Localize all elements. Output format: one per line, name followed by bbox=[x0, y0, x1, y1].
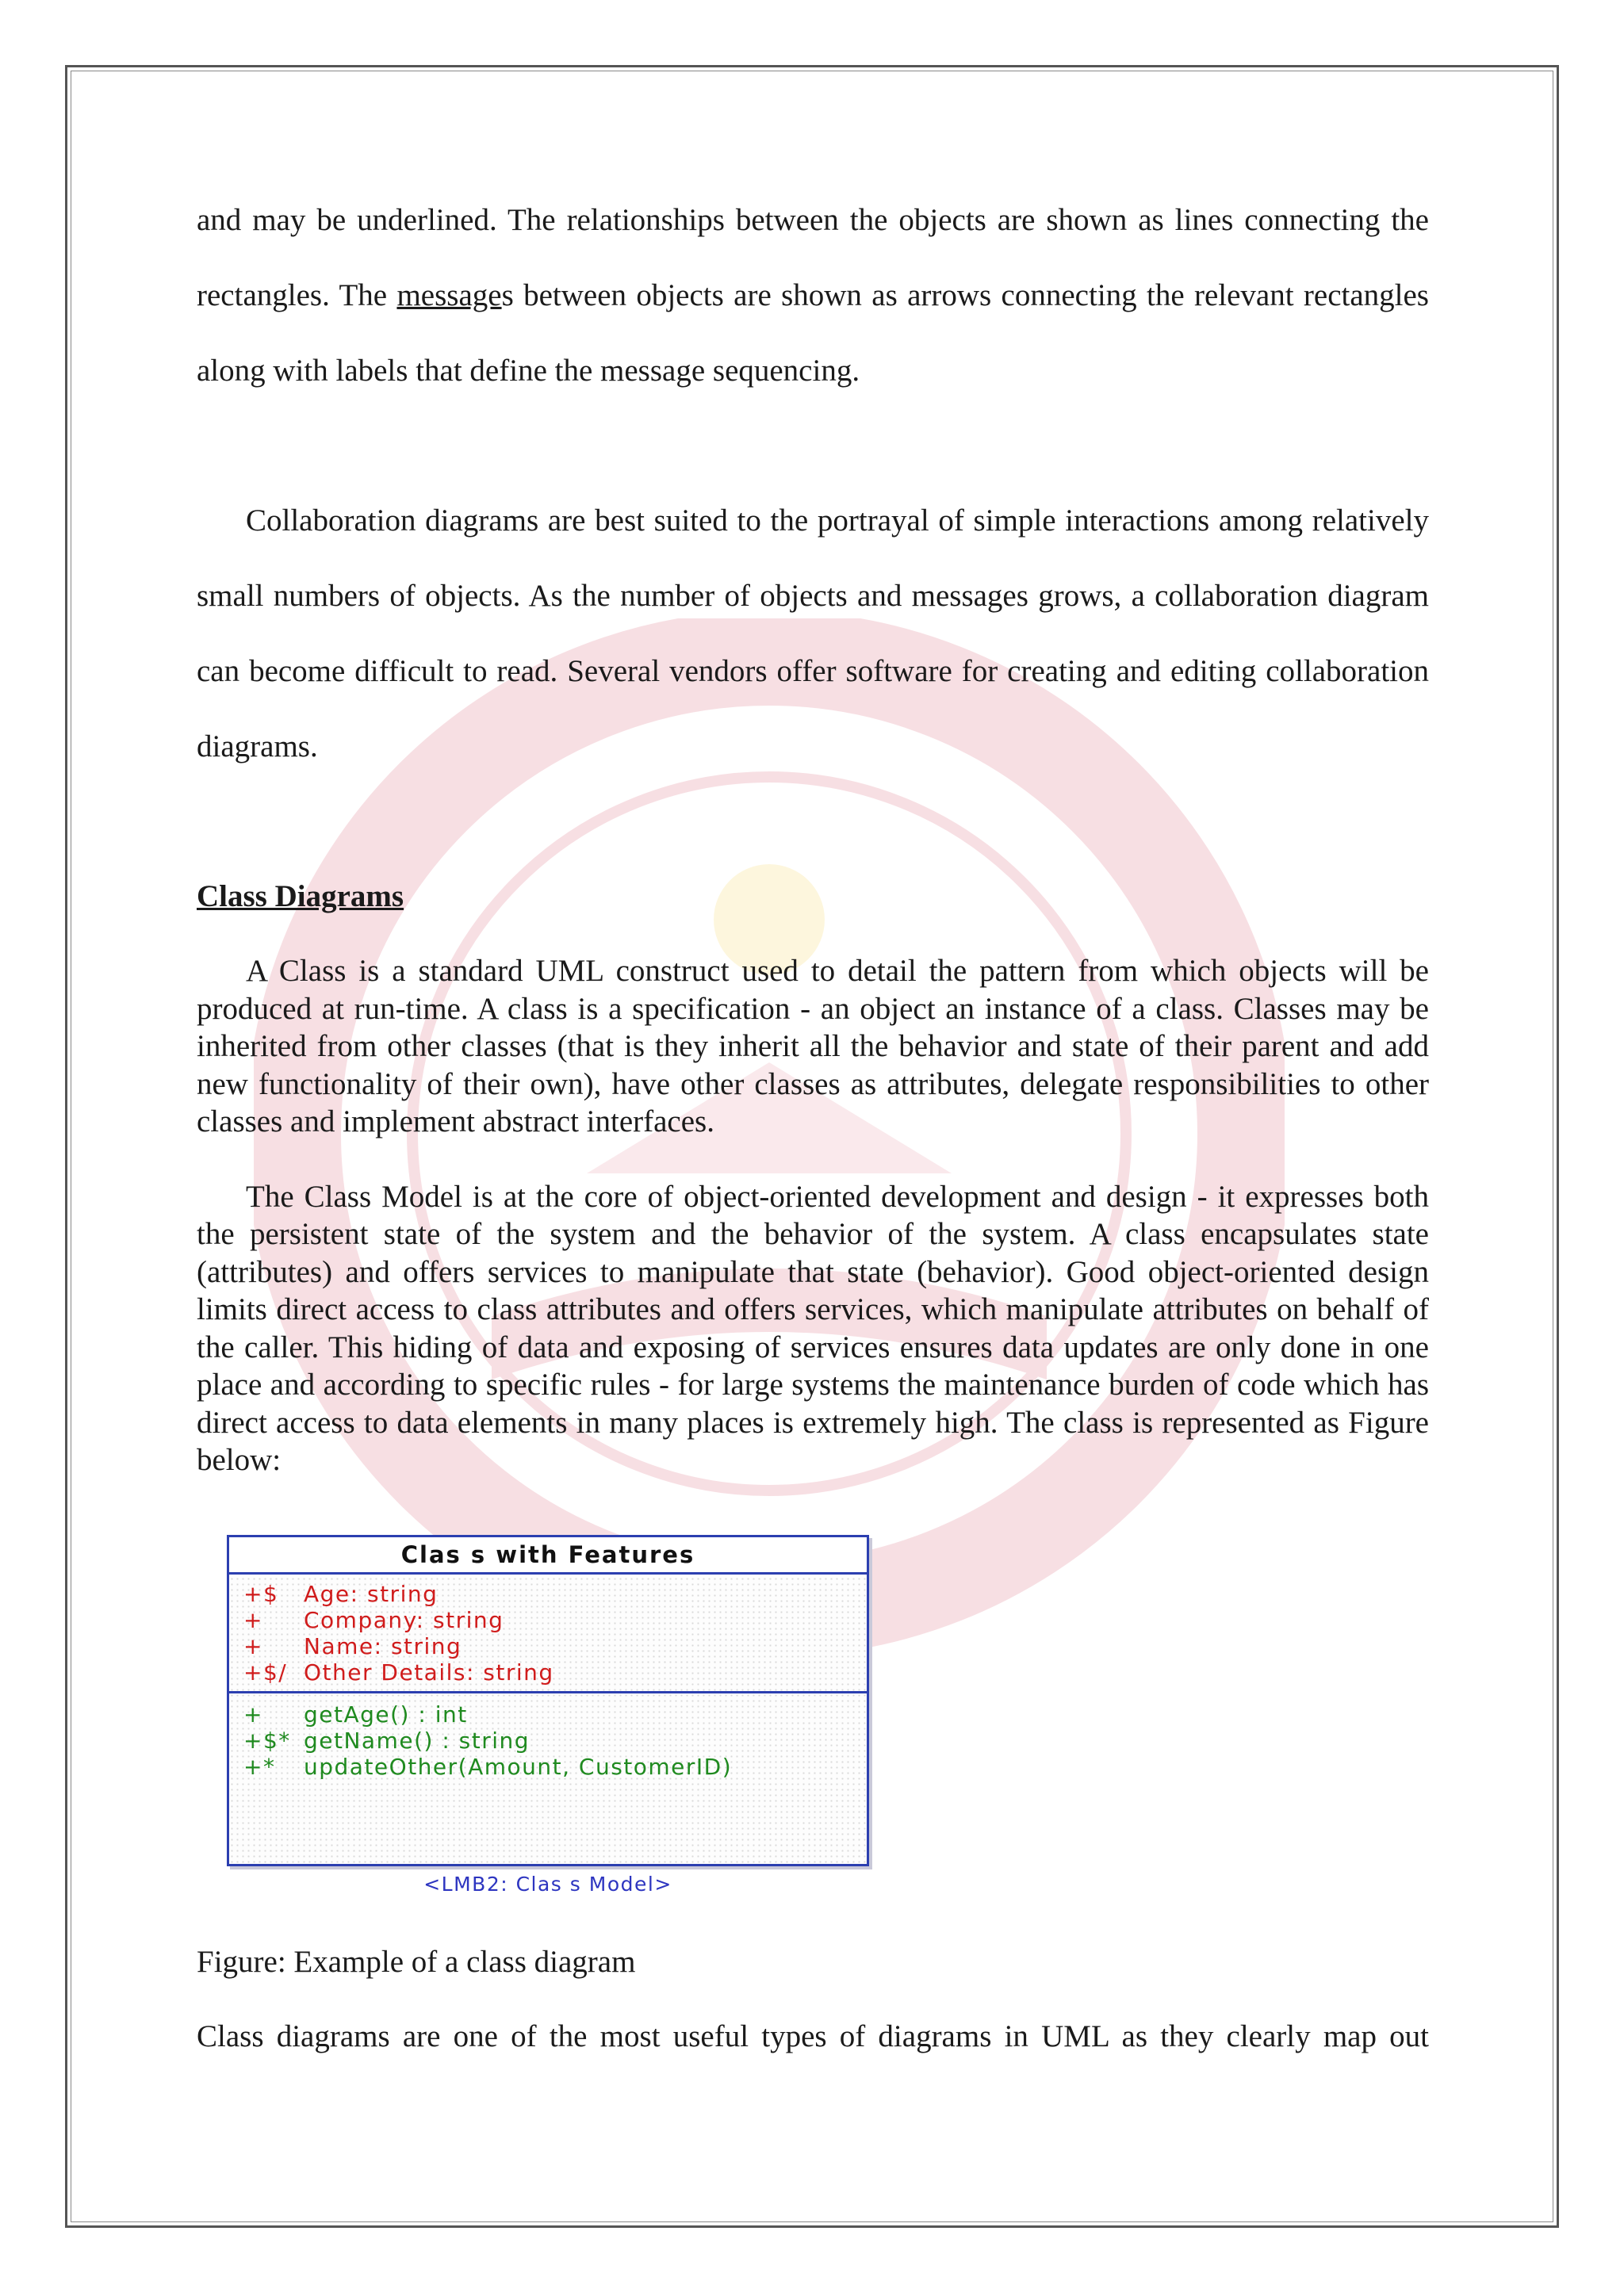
uml-attribute: Other Details: string bbox=[304, 1659, 554, 1686]
paragraph-class-3: Class diagrams are one of the most useful types of diagrams in UML as they clearly map out bbox=[197, 2019, 1429, 2053]
uml-operation-row bbox=[243, 1728, 867, 1754]
uml-visibility: + bbox=[243, 1701, 263, 1728]
uml-visibility: +$ bbox=[243, 1580, 279, 1607]
uml-attribute-row bbox=[243, 1607, 867, 1633]
uml-model-label: <LMB2: Clas s Model> bbox=[423, 1872, 672, 1896]
uml-operation: getAge() : int bbox=[304, 1701, 468, 1728]
uml-attribute: Company: string bbox=[304, 1606, 504, 1633]
uml-attribute-row bbox=[243, 1633, 867, 1659]
uml-operation-row bbox=[243, 1701, 867, 1728]
uml-class-box bbox=[227, 1535, 869, 1866]
uml-operations-compartment bbox=[229, 1693, 867, 1780]
paragraph-text: s between objects are shown as arrows connecting the relevant rectangles along with labels that define the message sequencing. bbox=[197, 278, 1429, 388]
section-heading-class-diagrams: Class Diagrams bbox=[197, 879, 404, 913]
uml-visibility: +$/ bbox=[243, 1659, 288, 1686]
page-content bbox=[197, 182, 1429, 2055]
uml-attribute: Age: string bbox=[304, 1580, 439, 1607]
paragraph-collaboration-2: Collaboration diagrams are best suited to the portrayal of simple interactions among relatively small numbers of objects. As the number of objects and messages grows, a collaboration diagram can become difficult to read. Several vendors offer software for creating and editing collaboration diagrams. bbox=[197, 503, 1429, 763]
paragraph-class-2: The Class Model is at the core of object-oriented development and design - it expresses both the persistent state of the system and the behavior of the system. A class encapsulates state (attributes) and offers services to manipulate that state (behavior). Good object-oriented design limits direct access to class attributes and offers services, which manipulate attributes on behalf of the caller. This hiding of data and exposing of services ensures data updates are only done in one place and according to specific rules - for large systems the maintenance burden of code which has direct access to data elements in many places is extremely high. The class is represented as Figure below: bbox=[197, 1179, 1429, 1477]
uml-attributes-compartment bbox=[229, 1575, 867, 1693]
uml-attribute-row bbox=[243, 1581, 867, 1607]
messages-link[interactable]: message bbox=[396, 278, 502, 312]
uml-attribute-row bbox=[243, 1659, 867, 1686]
uml-visibility: + bbox=[243, 1632, 263, 1659]
uml-visibility: + bbox=[243, 1606, 263, 1633]
uml-class-title: Clas s with Features bbox=[229, 1537, 867, 1575]
class-diagram-figure bbox=[227, 1535, 877, 1911]
paragraph-collaboration-1 bbox=[197, 182, 1429, 408]
paragraph-class-1: A Class is a standard UML construct used to detail the pattern from which objects will be produced at run-time. A class is a specification - an object an instance of a class. Classes may be inherited from other classes (that is they inherit all the behavior and state of their parent and add new functionality of their own), have other classes as attributes, delegate responsibilities to other classes and implement abstract interfaces. bbox=[197, 954, 1429, 1138]
uml-attribute: Name: string bbox=[304, 1632, 462, 1659]
uml-operation: updateOther(Amount, CustomerID) bbox=[304, 1753, 733, 1780]
paragraph-text: and may be underlined. The relationships between the objects are shown as lines connecting the rectangles. The bbox=[197, 203, 1429, 312]
uml-operation: getName() : string bbox=[304, 1727, 530, 1754]
figure-caption: Figure: Example of a class diagram bbox=[197, 1944, 636, 1979]
uml-operation-row bbox=[243, 1754, 867, 1780]
uml-visibility: +$* bbox=[243, 1727, 291, 1754]
uml-visibility: +* bbox=[243, 1753, 276, 1780]
